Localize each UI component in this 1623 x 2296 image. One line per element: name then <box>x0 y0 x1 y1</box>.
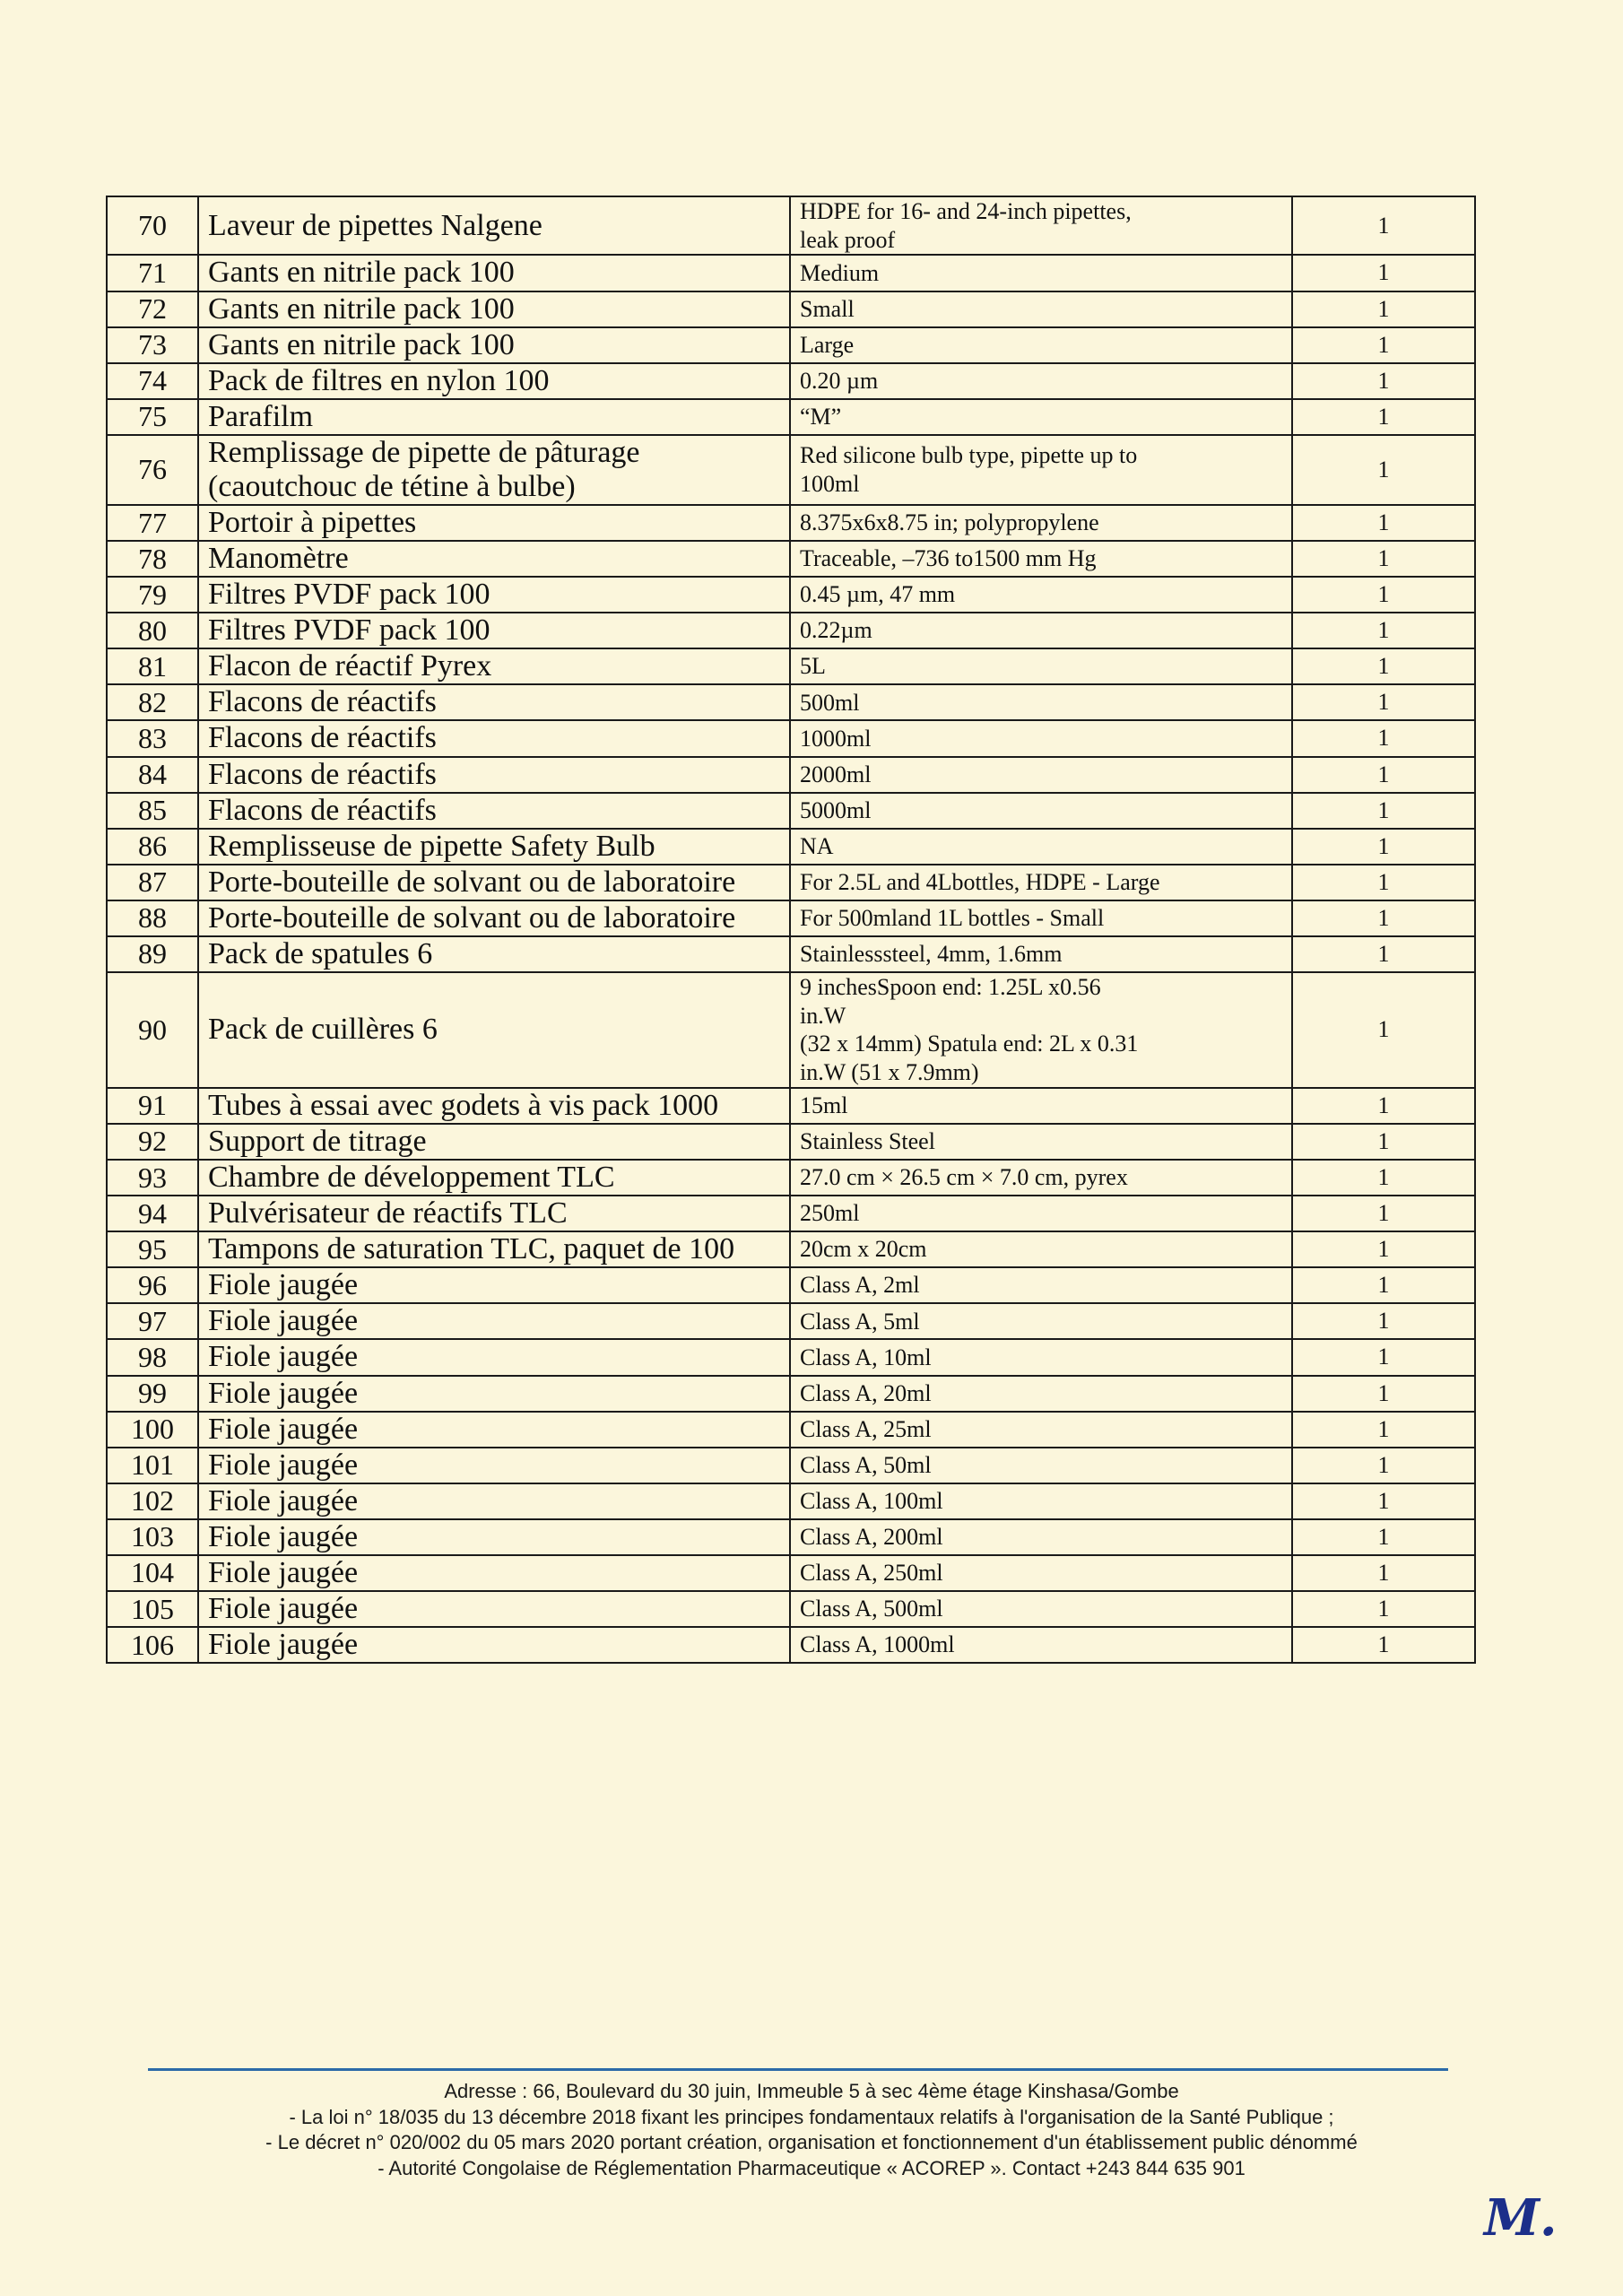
table-row <box>107 972 1475 1088</box>
item-designation: Fiole jaugée <box>198 1303 790 1339</box>
table-row <box>107 900 1475 936</box>
item-designation: Chambre de développement TLC <box>198 1160 790 1196</box>
item-specification <box>790 1231 1292 1267</box>
item-quantity: 1 <box>1292 1160 1475 1196</box>
table-row <box>107 291 1475 327</box>
item-quantity: 1 <box>1292 399 1475 435</box>
item-quantity: 1 <box>1292 541 1475 577</box>
row-number: 101 <box>107 1448 198 1483</box>
item-specification <box>790 577 1292 613</box>
footer-authority-line: - Autorité Congolaise de Réglementation Pharmaceutique « ACOREP ». Contact +243 844 635 901 <box>378 2156 1245 2179</box>
specification-line: NA <box>800 832 834 859</box>
table-row <box>107 648 1475 684</box>
row-number: 97 <box>107 1303 198 1339</box>
specification-line: 1000ml <box>800 725 872 752</box>
table-row <box>107 684 1475 720</box>
item-designation: Parafilm <box>198 399 790 435</box>
item-designation: Gants en nitrile pack 100 <box>198 327 790 363</box>
item-quantity: 1 <box>1292 291 1475 327</box>
footer-law-line: - La loi n° 18/035 du 13 décembre 2018 fixant les principes fondamentaux relatifs à l'organisation de la Santé Publique ; <box>289 2105 1334 2128</box>
item-quantity: 1 <box>1292 1555 1475 1591</box>
item-designation: Tampons de saturation TLC, paquet de 100 <box>198 1231 790 1267</box>
row-number: 88 <box>107 900 198 936</box>
item-designation: Remplissage de pipette de pâturage (caoutchouc de tétine à bulbe) <box>198 435 790 505</box>
specification-line: Class A, 500ml <box>800 1596 943 1622</box>
specification-line: 250ml <box>800 1200 860 1227</box>
specification-line: Class A, 5ml <box>800 1308 920 1335</box>
table-row <box>107 1519 1475 1555</box>
item-quantity: 1 <box>1292 327 1475 363</box>
item-specification <box>790 255 1292 291</box>
item-designation: Portoir à pipettes <box>198 505 790 541</box>
item-quantity: 1 <box>1292 1412 1475 1448</box>
page-footer <box>135 2079 1488 2181</box>
specification-line: Class A, 10ml <box>800 1344 932 1370</box>
row-number: 70 <box>107 196 198 255</box>
table-row <box>107 435 1475 505</box>
item-specification <box>790 613 1292 648</box>
specification-line: 5L <box>800 653 826 680</box>
item-designation: Filtres PVDF pack 100 <box>198 577 790 613</box>
specification-line: Large <box>800 331 855 358</box>
item-designation: Remplisseuse de pipette Safety Bulb <box>198 829 790 865</box>
item-designation: Tubes à essai avec godets à vis pack 1000 <box>198 1088 790 1124</box>
item-specification <box>790 648 1292 684</box>
row-number: 84 <box>107 757 198 793</box>
item-designation: Fiole jaugée <box>198 1267 790 1303</box>
row-number: 100 <box>107 1412 198 1448</box>
row-number: 71 <box>107 255 198 291</box>
table-row <box>107 577 1475 613</box>
specification-line: Traceable, –736 to1500 mm Hg <box>800 545 1097 572</box>
table-row <box>107 1483 1475 1519</box>
specification-line: Class A, 100ml <box>800 1487 943 1514</box>
item-quantity: 1 <box>1292 1231 1475 1267</box>
item-designation: Fiole jaugée <box>198 1555 790 1591</box>
item-specification <box>790 1088 1292 1124</box>
row-number: 94 <box>107 1196 198 1231</box>
table-row <box>107 757 1475 793</box>
item-quantity: 1 <box>1292 196 1475 255</box>
item-specification <box>790 399 1292 435</box>
item-quantity: 1 <box>1292 936 1475 972</box>
table-row <box>107 505 1475 541</box>
specification-line: Class A, 1000ml <box>800 1631 955 1658</box>
row-number: 81 <box>107 648 198 684</box>
specification-line: Class A, 2ml <box>800 1272 920 1299</box>
table-row <box>107 1339 1475 1375</box>
table-row <box>107 1196 1475 1231</box>
item-specification <box>790 1555 1292 1591</box>
row-number: 106 <box>107 1627 198 1663</box>
specification-line: 27.0 cm × 26.5 cm × 7.0 cm, pyrex <box>800 1164 1128 1191</box>
table-row <box>107 255 1475 291</box>
table-row <box>107 1124 1475 1160</box>
item-designation: Fiole jaugée <box>198 1483 790 1519</box>
row-number: 73 <box>107 327 198 363</box>
row-number: 79 <box>107 577 198 613</box>
table-row <box>107 1088 1475 1124</box>
item-designation: Flacons de réactifs <box>198 684 790 720</box>
item-specification <box>790 505 1292 541</box>
item-specification <box>790 363 1292 399</box>
specification-line: Class A, 20ml <box>800 1379 932 1406</box>
specification-line: HDPE for 16- and 24-inch pipettes, <box>800 198 1132 224</box>
item-quantity: 1 <box>1292 1376 1475 1412</box>
item-quantity: 1 <box>1292 900 1475 936</box>
item-specification <box>790 720 1292 756</box>
item-quantity: 1 <box>1292 1196 1475 1231</box>
table-row <box>107 793 1475 829</box>
item-specification <box>790 1303 1292 1339</box>
item-specification <box>790 900 1292 936</box>
specification-line: 15ml <box>800 1092 848 1119</box>
item-designation: Pack de cuillères 6 <box>198 972 790 1088</box>
item-designation: Manomètre <box>198 541 790 577</box>
table-row <box>107 865 1475 900</box>
row-number: 72 <box>107 291 198 327</box>
specification-line: 500ml <box>800 689 860 716</box>
table-row <box>107 1303 1475 1339</box>
row-number: 96 <box>107 1267 198 1303</box>
table-row <box>107 196 1475 255</box>
specification-line: 2000ml <box>800 761 872 787</box>
row-number: 93 <box>107 1160 198 1196</box>
specification-line: For 2.5L and 4Lbottles, HDPE - Large <box>800 868 1160 895</box>
row-number: 80 <box>107 613 198 648</box>
specification-line: Medium <box>800 259 880 286</box>
row-number: 98 <box>107 1339 198 1375</box>
row-number: 85 <box>107 793 198 829</box>
table-row <box>107 1267 1475 1303</box>
item-quantity: 1 <box>1292 435 1475 505</box>
item-quantity: 1 <box>1292 1448 1475 1483</box>
item-quantity: 1 <box>1292 1339 1475 1375</box>
table-row <box>107 1412 1475 1448</box>
row-number: 87 <box>107 865 198 900</box>
item-designation: Fiole jaugée <box>198 1339 790 1375</box>
item-specification <box>790 1376 1292 1412</box>
item-designation: Flacons de réactifs <box>198 793 790 829</box>
item-specification <box>790 1519 1292 1555</box>
table-row <box>107 327 1475 363</box>
specification-line: Class A, 25ml <box>800 1415 932 1442</box>
row-number: 86 <box>107 829 198 865</box>
specification-line: Class A, 250ml <box>800 1560 943 1587</box>
row-number: 91 <box>107 1088 198 1124</box>
item-specification <box>790 327 1292 363</box>
table-row <box>107 936 1475 972</box>
row-number: 82 <box>107 684 198 720</box>
item-designation: Gants en nitrile pack 100 <box>198 255 790 291</box>
row-number: 104 <box>107 1555 198 1591</box>
item-quantity: 1 <box>1292 1519 1475 1555</box>
item-quantity: 1 <box>1292 793 1475 829</box>
item-designation: Filtres PVDF pack 100 <box>198 613 790 648</box>
item-quantity: 1 <box>1292 648 1475 684</box>
item-quantity: 1 <box>1292 363 1475 399</box>
table-row <box>107 1160 1475 1196</box>
table-row <box>107 541 1475 577</box>
item-quantity: 1 <box>1292 1303 1475 1339</box>
row-number: 102 <box>107 1483 198 1519</box>
item-quantity: 1 <box>1292 757 1475 793</box>
item-designation: Fiole jaugée <box>198 1448 790 1483</box>
item-designation: Laveur de pipettes Nalgene <box>198 196 790 255</box>
table-row <box>107 1448 1475 1483</box>
item-quantity: 1 <box>1292 505 1475 541</box>
specification-line: (32 x 14mm) Spatula end: 2L x 0.31 <box>800 1031 1139 1057</box>
item-designation: Fiole jaugée <box>198 1591 790 1627</box>
table-row <box>107 1376 1475 1412</box>
item-designation: Fiole jaugée <box>198 1627 790 1663</box>
footer-decree-line: - Le décret n° 020/002 du 05 mars 2020 portant création, organisation et fonctionnement d'un établissement public dénommé <box>265 2131 1358 2154</box>
item-specification <box>790 541 1292 577</box>
item-quantity: 1 <box>1292 577 1475 613</box>
item-specification <box>790 1339 1292 1375</box>
item-quantity: 1 <box>1292 1088 1475 1124</box>
row-number: 90 <box>107 972 198 1088</box>
item-designation: Porte-bouteille de solvant ou de laboratoire <box>198 900 790 936</box>
item-specification <box>790 1483 1292 1519</box>
item-specification <box>790 1591 1292 1627</box>
item-specification <box>790 196 1292 255</box>
item-quantity: 1 <box>1292 1124 1475 1160</box>
specification-line: Class A, 50ml <box>800 1451 932 1478</box>
row-number: 77 <box>107 505 198 541</box>
row-number: 74 <box>107 363 198 399</box>
row-number: 105 <box>107 1591 198 1627</box>
item-designation: Fiole jaugée <box>198 1412 790 1448</box>
row-number: 92 <box>107 1124 198 1160</box>
item-specification <box>790 684 1292 720</box>
specification-line: in.W (51 x 7.9mm) <box>800 1059 979 1086</box>
item-specification <box>790 829 1292 865</box>
item-designation: Flacon de réactif Pyrex <box>198 648 790 684</box>
item-specification <box>790 1267 1292 1303</box>
footer-address: Adresse : 66, Boulevard du 30 juin, Immeuble 5 à sec 4ème étage Kinshasa/Gombe <box>444 2080 1179 2102</box>
footer-divider <box>148 2068 1448 2071</box>
table-row <box>107 363 1475 399</box>
item-quantity: 1 <box>1292 1267 1475 1303</box>
row-number: 76 <box>107 435 198 505</box>
table-row <box>107 1627 1475 1663</box>
row-number: 103 <box>107 1519 198 1555</box>
item-designation: Support de titrage <box>198 1124 790 1160</box>
item-quantity: 1 <box>1292 720 1475 756</box>
item-designation: Flacons de réactifs <box>198 757 790 793</box>
row-number: 99 <box>107 1376 198 1412</box>
item-quantity: 1 <box>1292 1591 1475 1627</box>
inventory-table-body <box>107 196 1475 1663</box>
item-quantity: 1 <box>1292 684 1475 720</box>
item-designation: Fiole jaugée <box>198 1519 790 1555</box>
item-quantity: 1 <box>1292 255 1475 291</box>
inventory-table <box>106 196 1476 1664</box>
table-row <box>107 829 1475 865</box>
item-designation: Pulvérisateur de réactifs TLC <box>198 1196 790 1231</box>
item-quantity: 1 <box>1292 972 1475 1088</box>
item-specification <box>790 291 1292 327</box>
specification-line: 20cm x 20cm <box>800 1236 927 1263</box>
item-designation: Gants en nitrile pack 100 <box>198 291 790 327</box>
table-row <box>107 720 1475 756</box>
item-specification <box>790 972 1292 1088</box>
specification-line: 100ml <box>800 470 860 497</box>
item-designation: Flacons de réactifs <box>198 720 790 756</box>
specification-line: “M” <box>800 403 842 430</box>
item-specification <box>790 936 1292 972</box>
specification-line: in.W <box>800 1002 846 1029</box>
item-quantity: 1 <box>1292 1627 1475 1663</box>
table-row <box>107 399 1475 435</box>
item-designation: Fiole jaugée <box>198 1376 790 1412</box>
specification-line: Stainlesssteel, 4mm, 1.6mm <box>800 941 1063 968</box>
specification-line: Stainless Steel <box>800 1128 935 1155</box>
table-row <box>107 613 1475 648</box>
item-specification <box>790 1627 1292 1663</box>
specification-line: 9 inchesSpoon end: 1.25L x0.56 <box>800 974 1101 1000</box>
item-specification <box>790 1448 1292 1483</box>
item-specification <box>790 1412 1292 1448</box>
specification-line: Small <box>800 295 855 322</box>
item-specification <box>790 793 1292 829</box>
item-specification <box>790 1160 1292 1196</box>
item-quantity: 1 <box>1292 1483 1475 1519</box>
handwritten-initials: M. <box>1484 2188 1558 2248</box>
specification-line: Class A, 200ml <box>800 1523 943 1550</box>
row-number: 78 <box>107 541 198 577</box>
item-quantity: 1 <box>1292 829 1475 865</box>
row-number: 75 <box>107 399 198 435</box>
specification-line: 0.22µm <box>800 617 872 644</box>
item-quantity: 1 <box>1292 865 1475 900</box>
specification-line: 0.20 µm <box>800 367 879 394</box>
specification-line: 8.375x6x8.75 in; polypropylene <box>800 509 1099 536</box>
item-quantity: 1 <box>1292 613 1475 648</box>
row-number: 89 <box>107 936 198 972</box>
item-specification <box>790 435 1292 505</box>
specification-line: 5000ml <box>800 796 872 823</box>
specification-line: leak proof <box>800 226 896 253</box>
item-designation: Pack de filtres en nylon 100 <box>198 363 790 399</box>
row-number: 83 <box>107 720 198 756</box>
specification-line: Red silicone bulb type, pipette up to <box>800 442 1138 469</box>
table-row <box>107 1231 1475 1267</box>
item-designation: Porte-bouteille de solvant ou de laboratoire <box>198 865 790 900</box>
item-specification <box>790 1124 1292 1160</box>
item-specification <box>790 865 1292 900</box>
specification-line: 0.45 µm, 47 mm <box>800 581 956 608</box>
item-specification <box>790 1196 1292 1231</box>
item-specification <box>790 757 1292 793</box>
table-row <box>107 1555 1475 1591</box>
specification-line: For 500mland 1L bottles - Small <box>800 905 1105 932</box>
item-designation: Pack de spatules 6 <box>198 936 790 972</box>
table-row <box>107 1591 1475 1627</box>
row-number: 95 <box>107 1231 198 1267</box>
